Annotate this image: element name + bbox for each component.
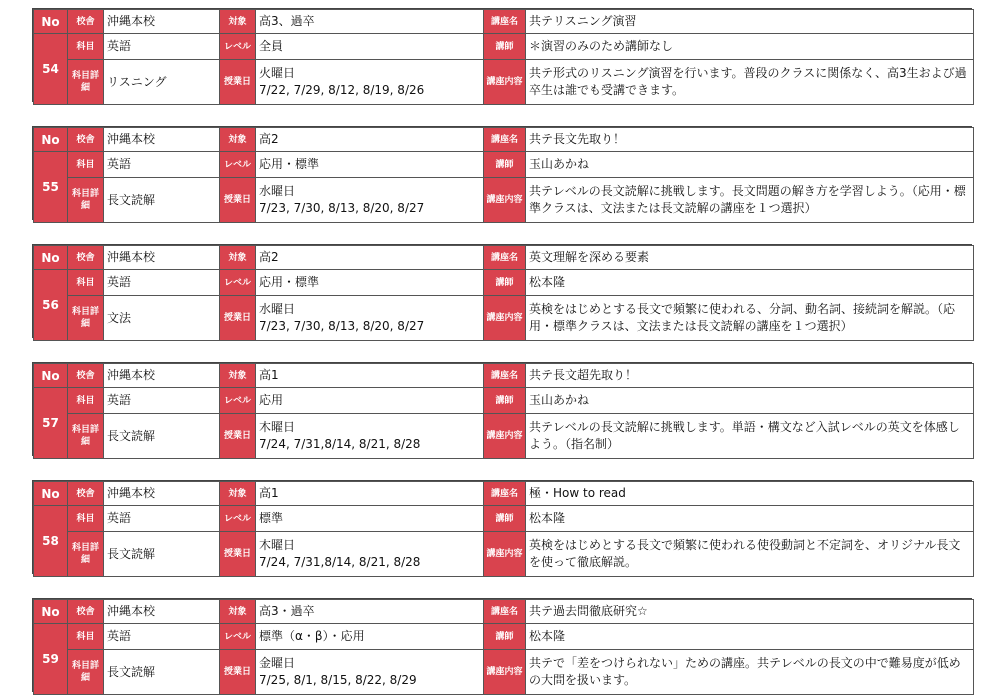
schedule-dates: 7/25, 8/1, 8/15, 8/22, 8/29 [259,673,417,687]
detail-value: 文法 [104,296,220,341]
schedule-value [256,414,484,459]
content-label: 講座内容 [484,414,526,459]
level-value: 応用・標準 [256,270,484,296]
level-value: 全員 [256,34,484,60]
school-label: 校舎 [68,364,104,388]
course-name-label: 講座名 [484,600,526,624]
subject-label: 科目 [68,624,104,650]
level-value: 標準 [256,506,484,532]
teacher-value: ＊演習のみのため講師なし [526,34,974,60]
teacher-value: 玉山あかね [526,152,974,178]
course-name-value: 共テ過去問徹底研究☆ [526,600,974,624]
target-label: 対象 [220,246,256,270]
schedule-dates: 7/23, 7/30, 8/13, 8/20, 8/27 [259,201,425,215]
course-table [33,599,974,695]
schedule-label: 授業日 [220,60,256,105]
detail-value: 長文読解 [104,650,220,695]
schedule-day: 水曜日 [259,184,296,198]
schedule-label: 授業日 [220,414,256,459]
schedule-value [256,650,484,695]
course-card [32,8,972,102]
course-card [32,598,972,692]
detail-label: 科目詳細 [68,60,104,105]
target-label: 対象 [220,364,256,388]
schedule-day: 水曜日 [259,302,296,316]
schedule-day: 金曜日 [259,656,296,670]
school-value: 沖縄本校 [104,482,220,506]
no-header: No [34,128,68,152]
course-name-label: 講座名 [484,10,526,34]
level-label: レベル [220,34,256,60]
teacher-label: 講師 [484,506,526,532]
target-value: 高2 [256,246,484,270]
detail-value: 長文読解 [104,178,220,223]
course-card [32,480,972,574]
target-value: 高2 [256,128,484,152]
course-name-value: 極・How to read [526,482,974,506]
school-label: 校舎 [68,246,104,270]
school-value: 沖縄本校 [104,10,220,34]
course-card [32,362,972,456]
schedule-value [256,60,484,105]
detail-label: 科目詳細 [68,414,104,459]
subject-value: 英語 [104,152,220,178]
school-label: 校舎 [68,600,104,624]
course-number: 59 [34,624,68,695]
course-number: 54 [34,34,68,105]
detail-value: リスニング [104,60,220,105]
level-label: レベル [220,270,256,296]
course-number: 56 [34,270,68,341]
subject-label: 科目 [68,388,104,414]
level-label: レベル [220,624,256,650]
schedule-dates: 7/24, 7/31,8/14, 8/21, 8/28 [259,555,421,569]
target-label: 対象 [220,128,256,152]
course-table [33,127,974,223]
teacher-value: 松本隆 [526,506,974,532]
schedule-dates: 7/23, 7/30, 8/13, 8/20, 8/27 [259,319,425,333]
teacher-label: 講師 [484,624,526,650]
subject-label: 科目 [68,270,104,296]
target-label: 対象 [220,482,256,506]
school-label: 校舎 [68,10,104,34]
subject-label: 科目 [68,152,104,178]
course-table [33,481,974,577]
schedule-day: 火曜日 [259,66,296,80]
target-value: 高1 [256,364,484,388]
detail-label: 科目詳細 [68,650,104,695]
school-label: 校舎 [68,482,104,506]
school-label: 校舎 [68,128,104,152]
teacher-label: 講師 [484,152,526,178]
level-label: レベル [220,388,256,414]
content-label: 講座内容 [484,650,526,695]
target-label: 対象 [220,600,256,624]
school-value: 沖縄本校 [104,600,220,624]
school-value: 沖縄本校 [104,246,220,270]
level-value: 標準（α・β）・応用 [256,624,484,650]
detail-value: 長文読解 [104,414,220,459]
detail-label: 科目詳細 [68,296,104,341]
schedule-label: 授業日 [220,650,256,695]
content-label: 講座内容 [484,178,526,223]
subject-value: 英語 [104,506,220,532]
detail-value: 長文読解 [104,532,220,577]
course-table [33,363,974,459]
schedule-day: 木曜日 [259,538,296,552]
course-name-value: 共テリスニング演習 [526,10,974,34]
schedule-label: 授業日 [220,532,256,577]
course-name-value: 共テ長文超先取り！ [526,364,974,388]
course-card [32,244,972,338]
schedule-label: 授業日 [220,296,256,341]
teacher-label: 講師 [484,34,526,60]
content-value: 共テ形式のリスニング演習を行います。普段のクラスに関係なく、高3生および過卒生は誰でも受講できます。 [526,60,974,105]
content-value: 共テレベルの長文読解に挑戦します。単語・構文など入試レベルの英文を体感しよう。（指名制） [526,414,974,459]
content-value: 共テで「差をつけられない」ための講座。共テレベルの長文の中で難易度が低めの大問を扱います。 [526,650,974,695]
subject-value: 英語 [104,624,220,650]
detail-label: 科目詳細 [68,532,104,577]
level-label: レベル [220,506,256,532]
course-name-label: 講座名 [484,482,526,506]
schedule-value [256,178,484,223]
level-value: 応用 [256,388,484,414]
teacher-value: 松本隆 [526,624,974,650]
subject-value: 英語 [104,34,220,60]
course-number: 58 [34,506,68,577]
no-header: No [34,482,68,506]
no-header: No [34,364,68,388]
content-label: 講座内容 [484,296,526,341]
course-name-value: 英文理解を深める要素 [526,246,974,270]
course-table [33,245,974,341]
target-value: 高3、過卒 [256,10,484,34]
course-table [33,9,974,105]
course-name-label: 講座名 [484,246,526,270]
subject-value: 英語 [104,270,220,296]
subject-value: 英語 [104,388,220,414]
content-label: 講座内容 [484,60,526,105]
target-label: 対象 [220,10,256,34]
no-header: No [34,600,68,624]
level-label: レベル [220,152,256,178]
teacher-value: 松本隆 [526,270,974,296]
schedule-label: 授業日 [220,178,256,223]
teacher-label: 講師 [484,270,526,296]
detail-label: 科目詳細 [68,178,104,223]
schedule-value [256,296,484,341]
content-value: 英検をはじめとする長文で頻繁に使われる使役動詞と不定詞を、オリジナル長文を使って徹底解説。 [526,532,974,577]
teacher-value: 玉山あかね [526,388,974,414]
schedule-day: 木曜日 [259,420,296,434]
subject-label: 科目 [68,34,104,60]
schedule-dates: 7/22, 7/29, 8/12, 8/19, 8/26 [259,83,425,97]
course-name-value: 共テ長文先取り！ [526,128,974,152]
target-value: 高3・過卒 [256,600,484,624]
course-number: 55 [34,152,68,223]
schedule-dates: 7/24, 7/31,8/14, 8/21, 8/28 [259,437,421,451]
course-name-label: 講座名 [484,364,526,388]
school-value: 沖縄本校 [104,364,220,388]
subject-label: 科目 [68,506,104,532]
course-number: 57 [34,388,68,459]
teacher-label: 講師 [484,388,526,414]
course-name-label: 講座名 [484,128,526,152]
schedule-value [256,532,484,577]
level-value: 応用・標準 [256,152,484,178]
no-header: No [34,10,68,34]
target-value: 高1 [256,482,484,506]
course-card [32,126,972,220]
content-value: 英検をはじめとする長文で頻繁に使われる、分詞、動名詞、接続詞を解説。（応用・標準クラスは、文法または長文読解の講座を１つ選択） [526,296,974,341]
school-value: 沖縄本校 [104,128,220,152]
no-header: No [34,246,68,270]
content-value: 共テレベルの長文読解に挑戦します。長文問題の解き方を学習しよう。（応用・標準クラスは、文法または長文読解の講座を１つ選択） [526,178,974,223]
content-label: 講座内容 [484,532,526,577]
